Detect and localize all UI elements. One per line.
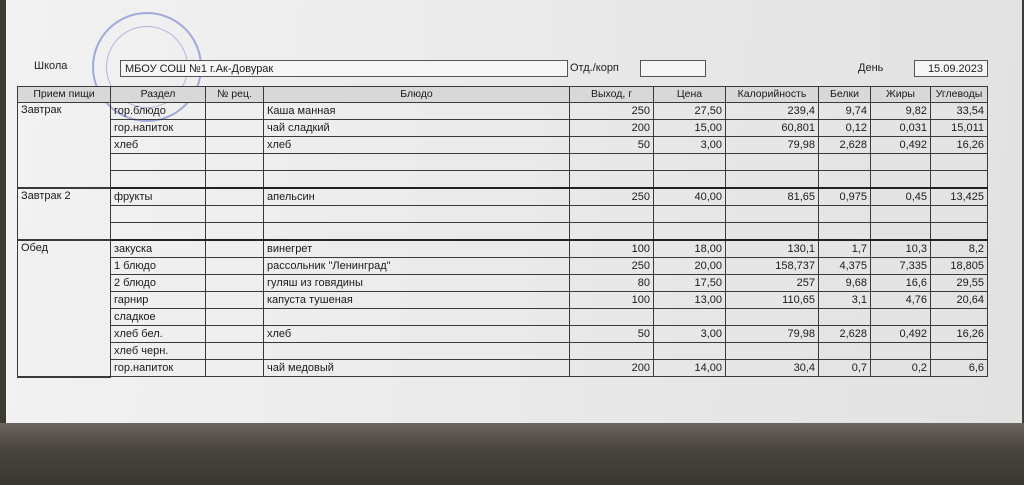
column-header: Прием пищи bbox=[18, 87, 111, 103]
yield-cell: 100 bbox=[570, 240, 654, 258]
column-header: Белки bbox=[819, 87, 871, 103]
table-row bbox=[18, 240, 988, 258]
column-header: Углеводы bbox=[931, 87, 988, 103]
dish-cell: капуста тушеная bbox=[264, 292, 570, 309]
section-cell bbox=[111, 206, 206, 223]
section-cell: 2 блюдо bbox=[111, 275, 206, 292]
dept-label: Отд./корп bbox=[570, 62, 619, 74]
carbs-cell: 8,2 bbox=[931, 240, 988, 258]
column-header: Калорийность bbox=[726, 87, 819, 103]
table-row bbox=[18, 171, 988, 189]
recipe-cell bbox=[206, 103, 264, 120]
calories-cell: 239,4 bbox=[726, 103, 819, 120]
calories-cell: 79,98 bbox=[726, 137, 819, 154]
dish-cell: чай сладкий bbox=[264, 120, 570, 137]
dept-field bbox=[640, 60, 706, 77]
fat-cell: 0,031 bbox=[871, 120, 931, 137]
protein-cell bbox=[819, 223, 871, 241]
table-row bbox=[18, 137, 988, 154]
section-cell: гор.напиток bbox=[111, 360, 206, 377]
fat-cell: 0,492 bbox=[871, 326, 931, 343]
price-cell bbox=[654, 171, 726, 189]
recipe-cell bbox=[206, 309, 264, 326]
recipe-cell bbox=[206, 206, 264, 223]
fat-cell bbox=[871, 154, 931, 171]
day-label: День bbox=[858, 62, 884, 74]
table-row bbox=[18, 343, 988, 360]
section-cell: гор.блюдо bbox=[111, 103, 206, 120]
calories-cell: 30,4 bbox=[726, 360, 819, 377]
table-header-row bbox=[18, 87, 988, 103]
table-surface bbox=[0, 423, 1024, 485]
yield-cell bbox=[570, 154, 654, 171]
dish-cell bbox=[264, 223, 570, 241]
price-cell: 3,00 bbox=[654, 326, 726, 343]
price-cell: 3,00 bbox=[654, 137, 726, 154]
yield-cell bbox=[570, 343, 654, 360]
fat-cell bbox=[871, 206, 931, 223]
carbs-cell: 20,64 bbox=[931, 292, 988, 309]
section-cell: 1 блюдо bbox=[111, 258, 206, 275]
yield-cell bbox=[570, 309, 654, 326]
price-cell: 14,00 bbox=[654, 360, 726, 377]
dish-cell: Каша манная bbox=[264, 103, 570, 120]
carbs-cell bbox=[931, 206, 988, 223]
carbs-cell: 16,26 bbox=[931, 326, 988, 343]
fat-cell: 0,2 bbox=[871, 360, 931, 377]
dish-cell: апельсин bbox=[264, 188, 570, 206]
recipe-cell bbox=[206, 171, 264, 189]
yield-cell bbox=[570, 223, 654, 241]
carbs-cell: 15,011 bbox=[931, 120, 988, 137]
carbs-cell bbox=[931, 223, 988, 241]
protein-cell: 0,975 bbox=[819, 188, 871, 206]
table-row bbox=[18, 120, 988, 137]
day-field: 15.09.2023 bbox=[914, 60, 988, 77]
protein-cell bbox=[819, 343, 871, 360]
carbs-cell: 33,54 bbox=[931, 103, 988, 120]
carbs-cell: 6,6 bbox=[931, 360, 988, 377]
calories-cell bbox=[726, 171, 819, 189]
column-header: Жиры bbox=[871, 87, 931, 103]
price-cell: 13,00 bbox=[654, 292, 726, 309]
fat-cell bbox=[871, 223, 931, 241]
yield-cell: 250 bbox=[570, 103, 654, 120]
section-cell bbox=[111, 223, 206, 241]
calories-cell bbox=[726, 223, 819, 241]
protein-cell bbox=[819, 206, 871, 223]
section-cell: гор.напиток bbox=[111, 120, 206, 137]
dish-cell: винегрет bbox=[264, 240, 570, 258]
calories-cell bbox=[726, 309, 819, 326]
table-row bbox=[18, 360, 988, 377]
recipe-cell bbox=[206, 154, 264, 171]
recipe-cell bbox=[206, 120, 264, 137]
calories-cell: 60,801 bbox=[726, 120, 819, 137]
fat-cell bbox=[871, 309, 931, 326]
column-header: Блюдо bbox=[264, 87, 570, 103]
dish-cell: чай медовый bbox=[264, 360, 570, 377]
carbs-cell bbox=[931, 343, 988, 360]
table-row bbox=[18, 275, 988, 292]
recipe-cell bbox=[206, 223, 264, 241]
yield-cell: 250 bbox=[570, 188, 654, 206]
yield-cell: 200 bbox=[570, 360, 654, 377]
price-cell: 20,00 bbox=[654, 258, 726, 275]
calories-cell bbox=[726, 343, 819, 360]
yield-cell: 200 bbox=[570, 120, 654, 137]
recipe-cell bbox=[206, 326, 264, 343]
dish-cell: гуляш из говядины bbox=[264, 275, 570, 292]
table-row bbox=[18, 154, 988, 171]
protein-cell: 9,74 bbox=[819, 103, 871, 120]
fat-cell: 4,76 bbox=[871, 292, 931, 309]
dish-cell: рассольник "Ленинград" bbox=[264, 258, 570, 275]
yield-cell: 50 bbox=[570, 326, 654, 343]
section-cell: гарнир bbox=[111, 292, 206, 309]
calories-cell bbox=[726, 206, 819, 223]
table-row bbox=[18, 292, 988, 309]
dish-cell bbox=[264, 206, 570, 223]
carbs-cell: 16,26 bbox=[931, 137, 988, 154]
protein-cell: 1,7 bbox=[819, 240, 871, 258]
price-cell bbox=[654, 223, 726, 241]
carbs-cell bbox=[931, 309, 988, 326]
column-header: Выход, г bbox=[570, 87, 654, 103]
dish-cell: хлеб bbox=[264, 326, 570, 343]
table-row bbox=[18, 223, 988, 241]
section-cell: закуска bbox=[111, 240, 206, 258]
protein-cell: 0,12 bbox=[819, 120, 871, 137]
section-cell: хлеб черн. bbox=[111, 343, 206, 360]
dish-cell: хлеб bbox=[264, 137, 570, 154]
price-cell bbox=[654, 206, 726, 223]
protein-cell: 0,7 bbox=[819, 360, 871, 377]
dish-cell bbox=[264, 343, 570, 360]
fat-cell: 9,82 bbox=[871, 103, 931, 120]
protein-cell bbox=[819, 309, 871, 326]
table-row bbox=[18, 258, 988, 275]
column-header: Раздел bbox=[111, 87, 206, 103]
calories-cell bbox=[726, 154, 819, 171]
protein-cell bbox=[819, 171, 871, 189]
fat-cell: 16,6 bbox=[871, 275, 931, 292]
calories-cell: 79,98 bbox=[726, 326, 819, 343]
dish-cell bbox=[264, 171, 570, 189]
recipe-cell bbox=[206, 137, 264, 154]
calories-cell: 257 bbox=[726, 275, 819, 292]
calories-cell: 81,65 bbox=[726, 188, 819, 206]
carbs-cell bbox=[931, 154, 988, 171]
recipe-cell bbox=[206, 360, 264, 377]
menu-table bbox=[17, 86, 988, 378]
section-cell: хлеб bbox=[111, 137, 206, 154]
protein-cell: 2,628 bbox=[819, 137, 871, 154]
price-cell: 15,00 bbox=[654, 120, 726, 137]
meal-cell: Завтрак bbox=[18, 103, 111, 189]
table-row bbox=[18, 103, 988, 120]
fat-cell: 0,45 bbox=[871, 188, 931, 206]
protein-cell: 9,68 bbox=[819, 275, 871, 292]
table-row bbox=[18, 188, 988, 206]
table-row bbox=[18, 206, 988, 223]
recipe-cell bbox=[206, 258, 264, 275]
yield-cell: 250 bbox=[570, 258, 654, 275]
calories-cell: 130,1 bbox=[726, 240, 819, 258]
recipe-cell bbox=[206, 240, 264, 258]
carbs-cell: 13,425 bbox=[931, 188, 988, 206]
meal-cell: Завтрак 2 bbox=[18, 188, 111, 240]
price-cell bbox=[654, 343, 726, 360]
calories-cell: 158,737 bbox=[726, 258, 819, 275]
fat-cell: 7,335 bbox=[871, 258, 931, 275]
recipe-cell bbox=[206, 275, 264, 292]
table-row bbox=[18, 326, 988, 343]
section-cell bbox=[111, 171, 206, 189]
yield-cell bbox=[570, 171, 654, 189]
yield-cell: 100 bbox=[570, 292, 654, 309]
price-cell bbox=[654, 154, 726, 171]
school-field: МБОУ СОШ №1 г.Ак-Довурак bbox=[120, 60, 568, 77]
price-cell bbox=[654, 309, 726, 326]
section-cell bbox=[111, 154, 206, 171]
recipe-cell bbox=[206, 188, 264, 206]
fat-cell bbox=[871, 343, 931, 360]
fat-cell: 10,3 bbox=[871, 240, 931, 258]
yield-cell: 50 bbox=[570, 137, 654, 154]
price-cell: 17,50 bbox=[654, 275, 726, 292]
fat-cell: 0,492 bbox=[871, 137, 931, 154]
protein-cell: 2,628 bbox=[819, 326, 871, 343]
carbs-cell: 29,55 bbox=[931, 275, 988, 292]
price-cell: 18,00 bbox=[654, 240, 726, 258]
dish-cell bbox=[264, 309, 570, 326]
meal-cell: Обед bbox=[18, 240, 111, 377]
calories-cell: 110,65 bbox=[726, 292, 819, 309]
section-cell: сладкое bbox=[111, 309, 206, 326]
column-header: Цена bbox=[654, 87, 726, 103]
recipe-cell bbox=[206, 343, 264, 360]
school-label: Школа bbox=[34, 60, 68, 72]
carbs-cell bbox=[931, 171, 988, 189]
fat-cell bbox=[871, 171, 931, 189]
protein-cell bbox=[819, 154, 871, 171]
column-header: № рец. bbox=[206, 87, 264, 103]
table-row bbox=[18, 309, 988, 326]
carbs-cell: 18,805 bbox=[931, 258, 988, 275]
section-cell: хлеб бел. bbox=[111, 326, 206, 343]
recipe-cell bbox=[206, 292, 264, 309]
protein-cell: 4,375 bbox=[819, 258, 871, 275]
protein-cell: 3,1 bbox=[819, 292, 871, 309]
price-cell: 40,00 bbox=[654, 188, 726, 206]
dish-cell bbox=[264, 154, 570, 171]
section-cell: фрукты bbox=[111, 188, 206, 206]
yield-cell: 80 bbox=[570, 275, 654, 292]
price-cell: 27,50 bbox=[654, 103, 726, 120]
yield-cell bbox=[570, 206, 654, 223]
